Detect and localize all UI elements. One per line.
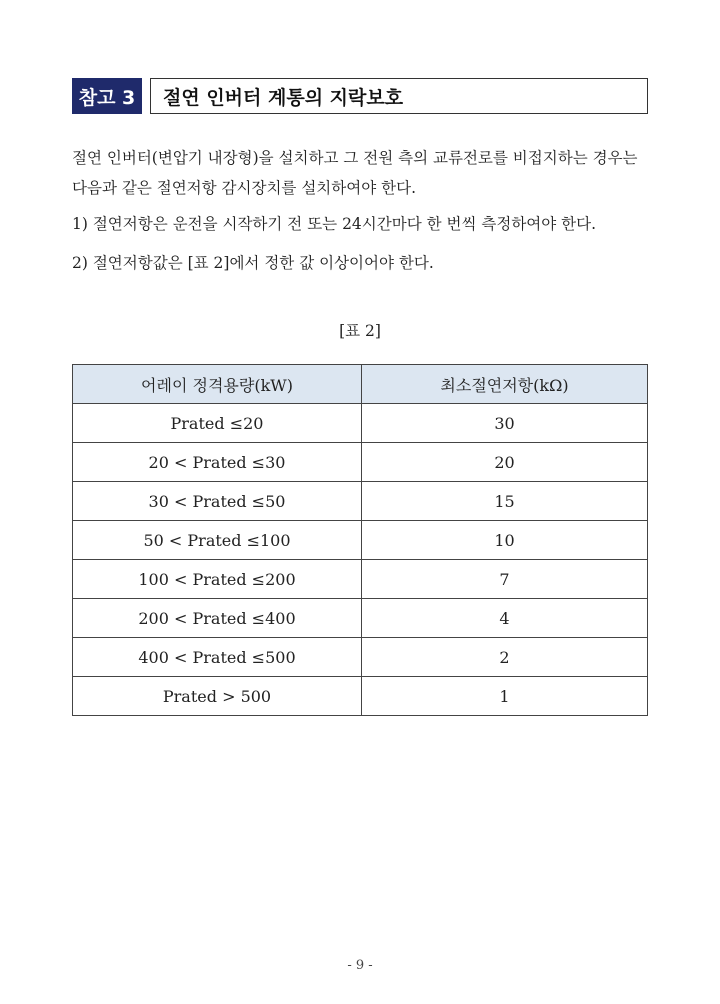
resistance-cell: 1 [362,677,648,716]
page-number: - 9 - [347,958,373,973]
table-row [73,677,648,716]
capacity-cell: 100 < Prated ≤200 [73,560,362,599]
resistance-cell: 30 [362,404,648,443]
table-caption: [표 2] [339,322,381,340]
capacity-cell: 50 < Prated ≤100 [73,521,362,560]
capacity-cell: 30 < Prated ≤50 [73,482,362,521]
resistance-cell: 2 [362,638,648,677]
resistance-cell: 20 [362,443,648,482]
capacity-cell: 20 < Prated ≤30 [73,443,362,482]
capacity-cell: Prated ≤20 [73,404,362,443]
table-row [73,560,648,599]
insulation-resistance-table [72,364,648,716]
resistance-cell: 15 [362,482,648,521]
table-row [73,638,648,677]
table-row [73,521,648,560]
header-min-resistance: 최소절연저항(kΩ) [362,365,648,404]
list-item-1: 1) 절연저항은 운전을 시작하기 전 또는 24시간마다 한 번씩 측정하여야 한다. [72,215,597,233]
capacity-cell: 400 < Prated ≤500 [73,638,362,677]
table-row [73,482,648,521]
header-array-capacity: 어레이 정격용량(kW) [73,365,362,404]
intro-paragraph: 절연 인버터(변압기 내장형)을 설치하고 그 전원 측의 교류전로를 비접지하는 경우는 다음과 같은 절연저항 감시장치를 설치하여야 한다. [72,149,638,197]
list-item-2: 2) 절연저항값은 [표 2]에서 정한 값 이상이어야 한다. [72,254,434,272]
resistance-cell: 7 [362,560,648,599]
resistance-cell: 4 [362,599,648,638]
section-title: 절연 인버터 계통의 지락보호 [150,78,648,114]
table-row [73,599,648,638]
reference-badge: 참고 3 [72,78,142,114]
table-row [73,404,648,443]
table-header-row [73,365,648,404]
capacity-cell: Prated > 500 [73,677,362,716]
section-header [72,78,648,114]
resistance-cell: 10 [362,521,648,560]
table-row [73,443,648,482]
capacity-cell: 200 < Prated ≤400 [73,599,362,638]
